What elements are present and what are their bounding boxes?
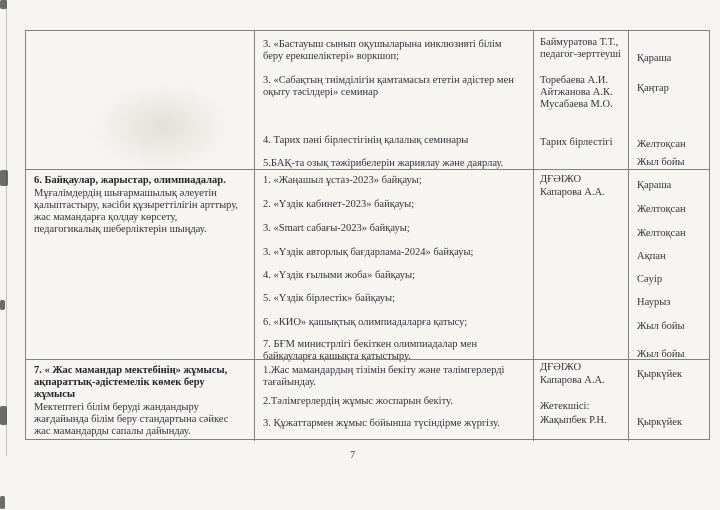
activity-item: 5. «Үздік бірлестік» байқауы; [263,293,396,304]
activity-item: 3. «Бастауыш сынып оқушыларына инклюзивті білім беру ерекшеліктері» воркшоп; [263,39,502,62]
activity-item: 2.Тәлімгерлердің жұмыс жоспарын бекіту. [263,396,453,407]
date-label: Қыркүйек [637,417,683,428]
activity-item: 5.БАҚ-та озық тәжірибелерін жариялау және даярлау. [263,158,504,169]
responsible-role: ДҒӘІЖО [540,174,582,185]
page-number: 7 [350,450,356,461]
date-label: Желтоқсан [637,204,686,215]
responsible-role: ДҒӘІЖО [540,362,582,373]
activity-item: 7. БҒМ министрлігі бекіткен олимпиадалар мен байқауларға қашықта қатыстыру. [263,339,478,362]
activity-item: 2. «Үздік кабинет-2023» байқауы; [263,199,415,210]
date-label: Желтоқсан [637,139,686,150]
scan-speck [0,300,5,310]
section-description: Мұғалімдердің шығармашылық әлеуетін қалыптастыру, кәсіби құзыреттілігін арттыру, жас мамандарға қолдау көрсету, педагогикалық шеберліктерін шыңдау. [34,188,239,235]
responsible-role: Жетекшісі: [540,401,590,412]
cell-section-title [26,360,254,441]
activity-item: 3. «Smart сабағы-2023» байқауы; [263,223,410,234]
table-row-continuation [26,31,709,169]
responsible-person: Жақыпбек Р.Н. [540,415,607,426]
date-label: Жыл бойы [637,349,685,360]
cell-responsible [533,170,628,359]
date-label: Жыл бойы [637,157,685,168]
date-label: Сәуір [637,274,663,285]
cell-section-title [26,170,254,359]
activity-item: 3. «Сабақтың тиімділігін қамтамасыз ететін әдістер мен оқыту тәсілдері» семинар [263,75,514,98]
responsible-person: Тарих бірлестігі [540,137,613,148]
date-label: Қараша [637,180,672,191]
cell-responsible [533,360,628,441]
scan-speck [0,0,7,9]
activity-item: 4. Тарих пәні бірлестігінің қалалық семинары [263,135,469,146]
responsible-person: Баймуратова Т.Т., педагог-зерттеуші [540,37,621,60]
date-label: Қыркүйек [637,369,683,380]
cell-section-empty [26,31,254,169]
scan-speck [0,496,5,509]
responsible-person: Торебаева А.И. Айтжанова А.К. Мусабаева М.О. [540,75,613,110]
responsible-person: Капарова А.А. [540,187,605,198]
responsible-person: Капарова А.А. [540,375,605,386]
activity-item: 4. «Үздік ғылыми жоба» байқауы; [263,270,416,281]
activity-item: 3. «Үздік авторлық бағдарлама-2024» байқауы; [263,247,474,258]
scan-speck [0,406,7,425]
section-title: 6. Байқаулар, жарыстар, олимпиадалар. [34,175,226,186]
date-label: Қараша [637,53,672,64]
cell-dates [628,31,711,169]
cell-dates [628,170,711,359]
activity-item: 1.Жас мамандардың тізімін бекіту және тәлімгерлерді тағайындау. [263,365,505,388]
section-title: 7. « Жас мамандар мектебінің» жұмысы, ақпараттық-әдістемелік көмек беру жұмысы [34,365,228,400]
cell-dates [628,360,711,441]
date-label: Жыл бойы [637,321,685,332]
date-label: Ақпан [637,251,666,262]
cell-activities [254,360,533,441]
scan-speck [0,170,8,186]
date-label: Желтоқсан [637,228,686,239]
table-row-section-6 [26,169,709,362]
activity-item: 1. «Жаңашыл ұстаз-2023» байқауы; [263,175,422,186]
date-label: Наурыз [637,297,671,308]
date-label: Қаңтар [637,83,669,94]
table-row-section-7 [26,359,709,441]
activity-item: 3. Құжаттармен жұмыс бойынша түсіндірме жүргізу. [263,418,500,429]
activity-item: 6. «КИО» қашықтық олимпиадаларға қатысу; [263,317,468,328]
section-description: Мектептегі білім беруді жандандыру жағдайында білім беру стандартына сәйкес жас мамандарды сапалы дайындау. [34,402,229,437]
cell-activities [254,31,533,169]
cell-activities [254,170,533,362]
work-plan-table [25,30,710,440]
scan-edge-artifact [6,0,7,456]
cell-responsible [533,31,628,169]
